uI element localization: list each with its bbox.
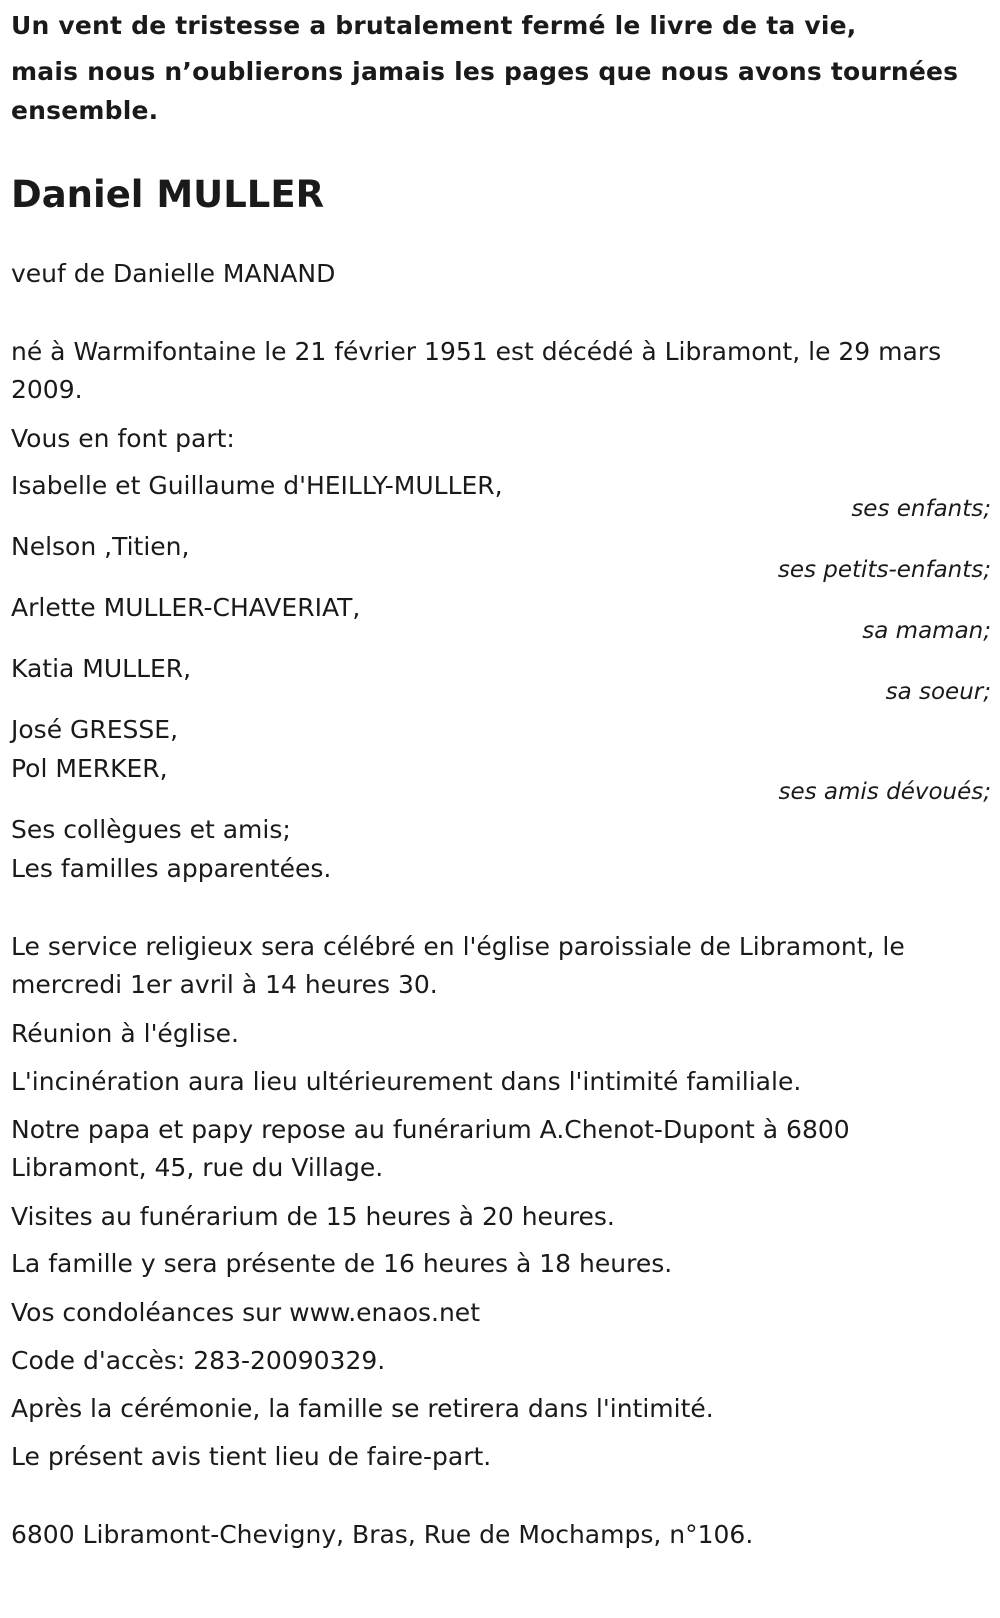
access-code-line: Code d'accès: 283-20090329. [11, 1346, 386, 1375]
colleagues-line: Ses collègues et amis; [11, 815, 291, 844]
family-mother-names: Arlette MULLER-CHAVERIAT, [11, 593, 361, 622]
family-children-role: ses enfants; [851, 496, 991, 522]
family-friend-2: Pol MERKER, [11, 754, 168, 783]
notice-line: Le présent avis tient lieu de faire-part. [11, 1442, 492, 1471]
deceased-name: Daniel MULLER [11, 173, 325, 216]
quote-line-3: ensemble. [11, 96, 159, 125]
family-children-names: Isabelle et Guillaume d'HEILLY-MULLER, [11, 471, 503, 500]
funeral-home-line-2: Libramont, 45, rue du Village. [11, 1153, 384, 1182]
family-grandchildren-names: Nelson ,Titien, [11, 532, 190, 561]
family-friend-1: José GRESSE, [11, 715, 179, 744]
funeral-home-line-1: Notre papa et papy repose au funérarium A.Chenot-Dupont à 6800 [11, 1115, 850, 1144]
family-grandchildren-role: ses petits-enfants; [777, 557, 991, 583]
meeting-line: Réunion à l'église. [11, 1019, 239, 1048]
service-line-2: mercredi 1er avril à 14 heures 30. [11, 970, 438, 999]
address-line: 6800 Libramont-Chevigny, Bras, Rue de Mochamps, n°106. [11, 1520, 754, 1549]
announcement: Vous en font part: [11, 424, 235, 453]
family-sister-role: sa soeur; [885, 679, 991, 705]
family-presence-line: La famille y sera présente de 16 heures à 18 heures. [11, 1249, 673, 1278]
service-line-1: Le service religieux sera célébré en l'église paroissiale de Libramont, le [11, 932, 905, 961]
family-mother-role: sa maman; [862, 618, 991, 644]
visits-line: Visites au funérarium de 15 heures à 20 heures. [11, 1202, 615, 1231]
birth-death-line-2: 2009. [11, 375, 83, 404]
related-families-line: Les familles apparentées. [11, 854, 332, 883]
birth-death-line-1: né à Warmifontaine le 21 février 1951 est décédé à Libramont, le 29 mars [11, 337, 942, 366]
spouse-line: veuf de Danielle MANAND [11, 259, 336, 288]
cremation-line: L'incinération aura lieu ultérieurement dans l'intimité familiale. [11, 1067, 802, 1096]
after-ceremony-line: Après la cérémonie, la famille se retirera dans l'intimité. [11, 1394, 714, 1423]
family-friends-role: ses amis dévoués; [778, 779, 991, 805]
condolences-line: Vos condoléances sur www.enaos.net [11, 1298, 480, 1327]
family-sister-names: Katia MULLER, [11, 654, 192, 683]
quote-line-2: mais nous n’oublierons jamais les pages que nous avons tournées [11, 57, 959, 86]
quote-line-1: Un vent de tristesse a brutalement fermé le livre de ta vie, [11, 11, 857, 40]
